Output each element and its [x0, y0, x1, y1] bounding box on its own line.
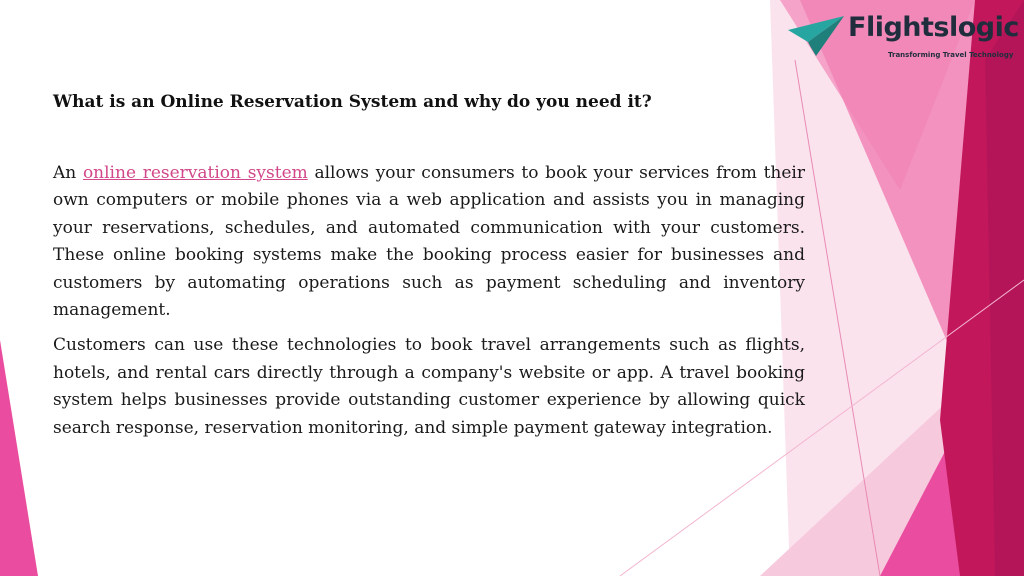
paper-plane-icon — [786, 12, 850, 60]
online-reservation-system-link[interactable]: online reservation system — [82, 163, 308, 183]
paragraph-1-rest: allows your consumers to book your services from their own computers or mobile phones via a web application and assists you in managing your reservations, schedules, and automated communication with your customers. These online booking systems make the booking process easier for businesses and customers by automating operations such as payment scheduling and inventory management. — [53, 163, 805, 321]
article — [53, 88, 805, 442]
paragraph-1-start: An — [53, 163, 77, 183]
paragraph-1 — [53, 160, 805, 324]
article-heading: What is an Online Reservation System and why do you need it? — [53, 92, 652, 112]
flightslogic-logo — [786, 10, 1019, 64]
brand-name: Flightslogic — [848, 12, 1019, 43]
brand-tagline: Transforming Travel Technology — [888, 51, 1014, 59]
paragraph-2: Customers can use these technologies to book travel arrangements such as flights, hotels, and rental cars directly through a company's website or app. A travel booking system helps businesses provide outstanding customer experience by allowing quick search response, reservation monitoring, and simple payment gateway integration. — [53, 335, 805, 438]
left-pink-stripe — [0, 340, 38, 576]
